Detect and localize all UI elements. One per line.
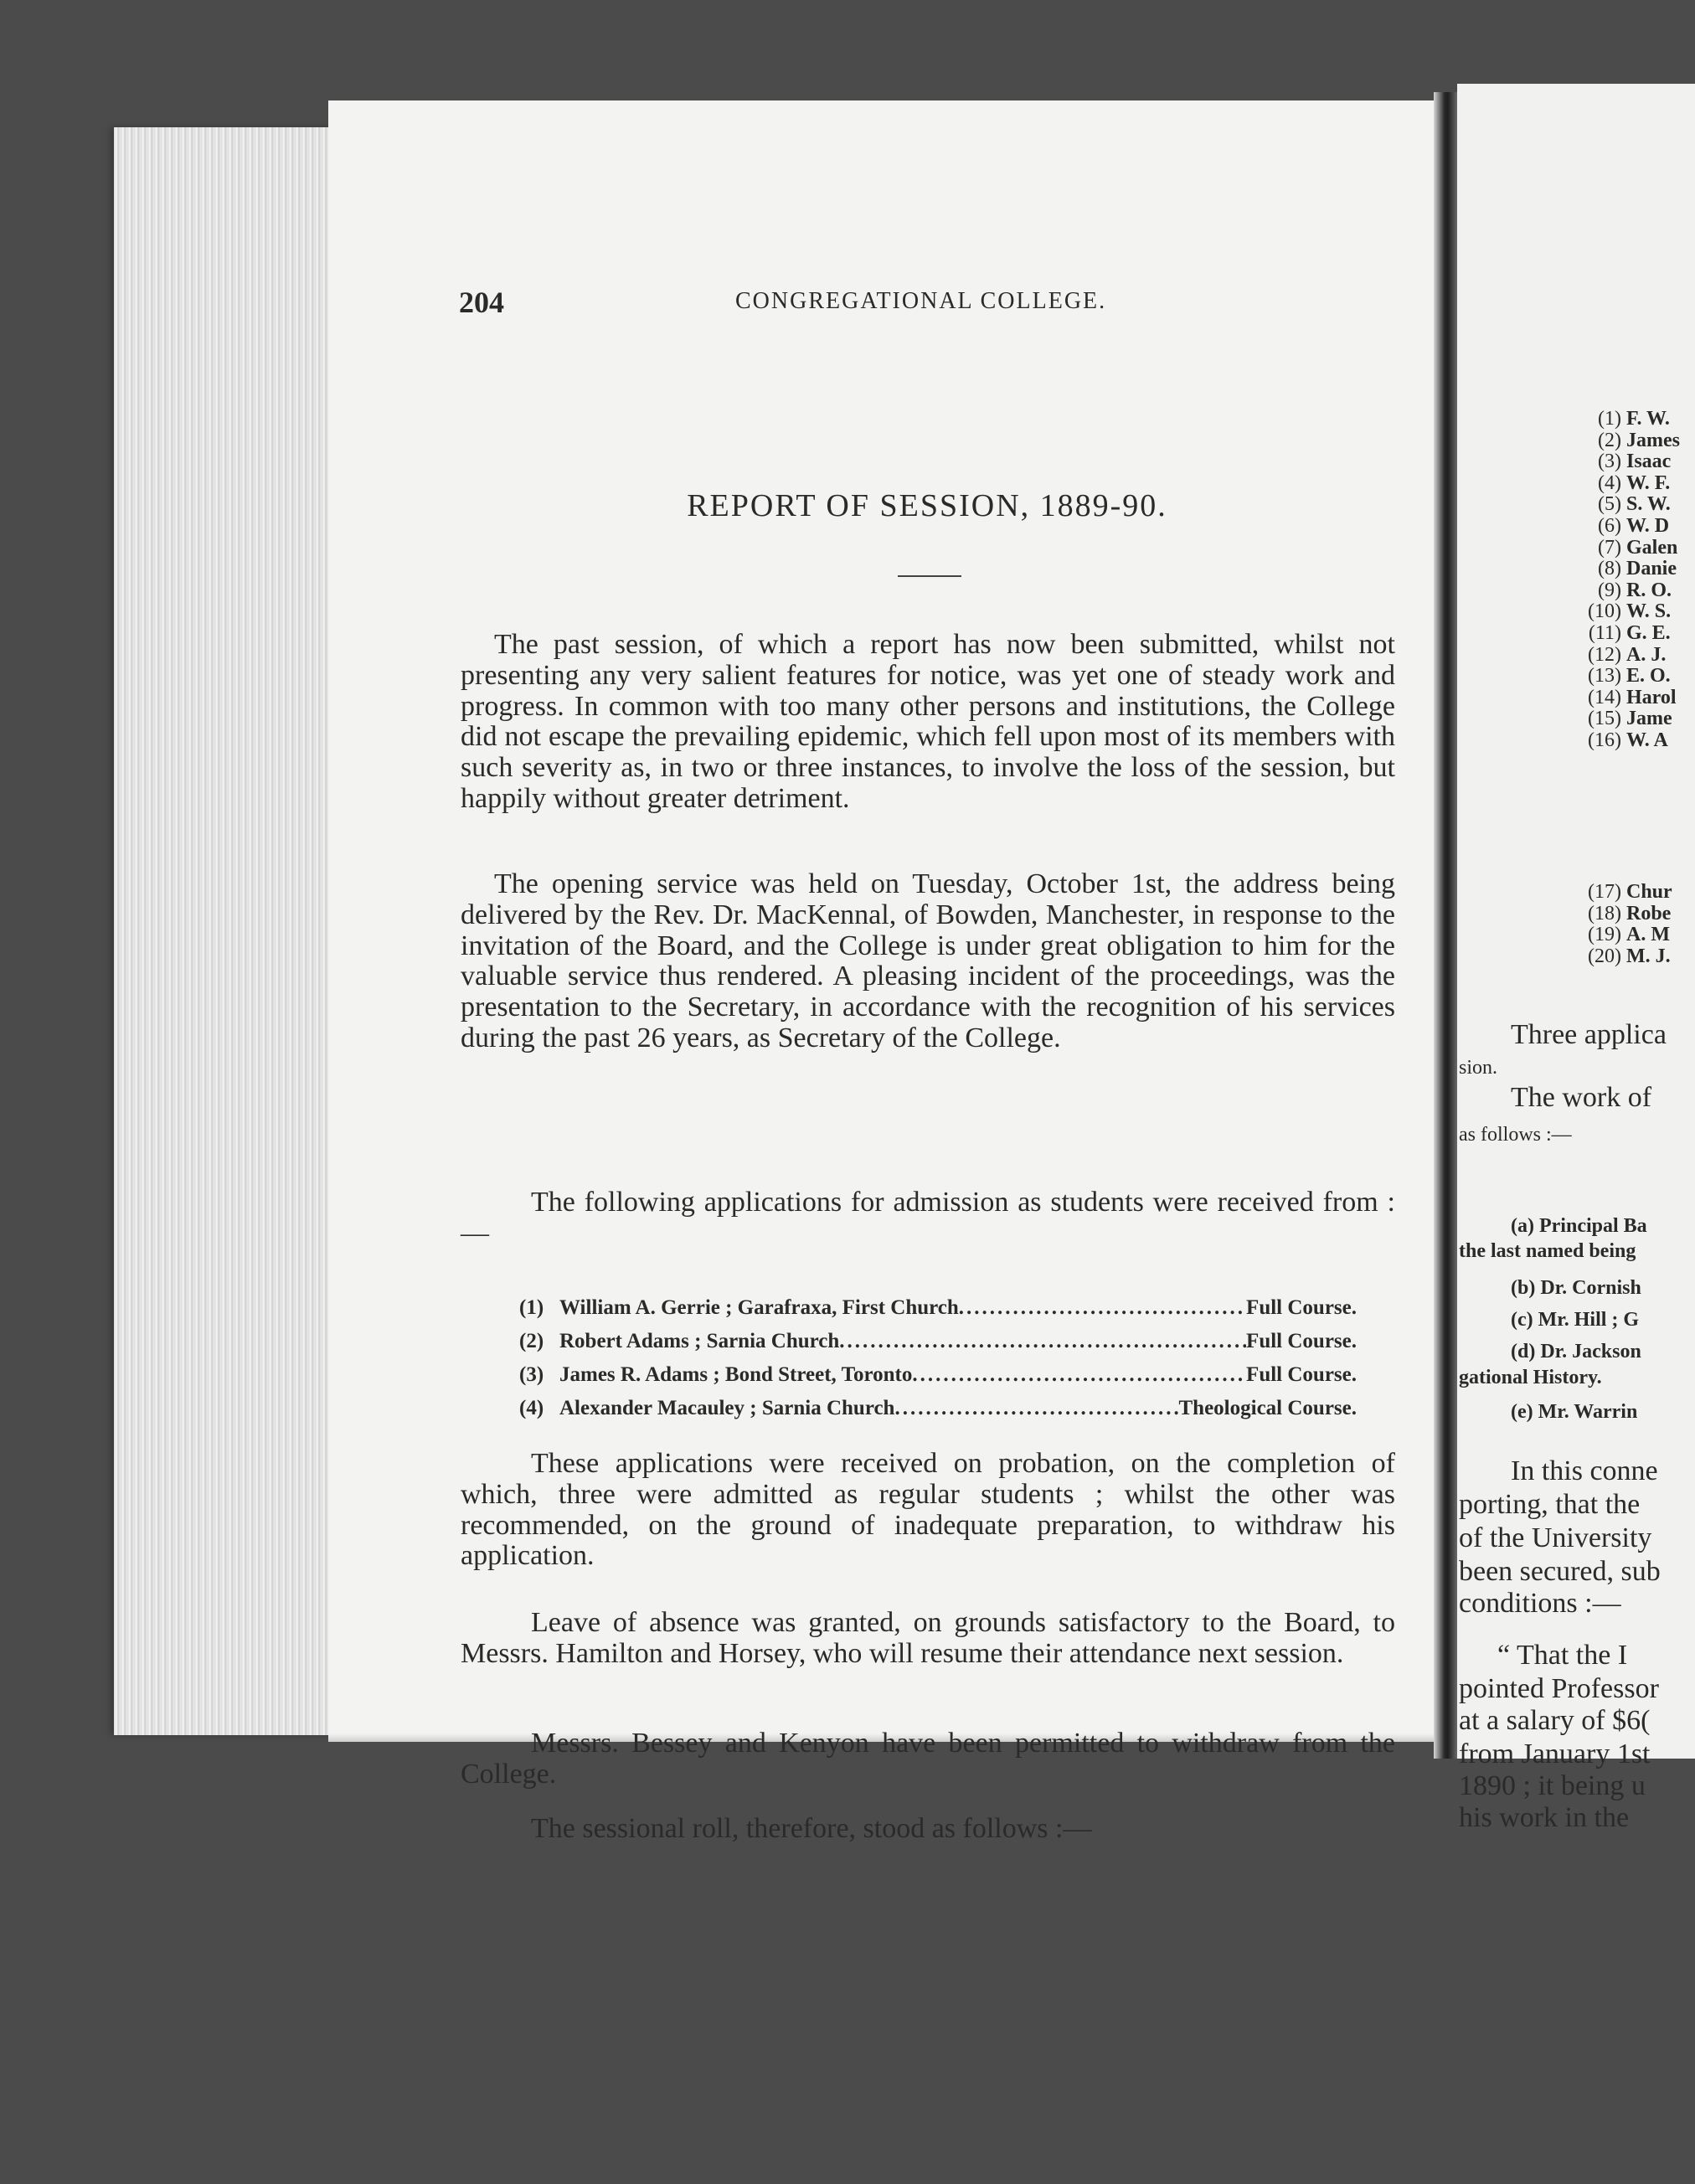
roll-entry: (12) A. J. xyxy=(1588,643,1667,666)
applicant-row xyxy=(519,1291,1357,1325)
roll-entry: (10) W. S. xyxy=(1588,600,1672,623)
right-text-line: “ That the I xyxy=(1497,1640,1628,1671)
applicant-name: James R. Adams ; Bond Street, Toronto xyxy=(559,1363,913,1386)
applicant-course: Full Course. xyxy=(1246,1296,1357,1319)
paragraph-text: Messrs. Bessey and Kenyon have been permitted to withdraw from the College. xyxy=(461,1728,1395,1790)
roll-entry: (16) W. A xyxy=(1588,729,1668,751)
right-text-line: (e) Mr. Warrin xyxy=(1511,1401,1638,1423)
paragraph-7 xyxy=(461,1814,1395,1845)
right-text-line: from January 1st xyxy=(1459,1738,1651,1769)
right-text-line: conditions :— xyxy=(1459,1588,1621,1619)
applicant-list xyxy=(519,1291,1357,1425)
applicant-row xyxy=(519,1392,1357,1425)
sessional-roll-list-continued xyxy=(1574,882,1695,967)
paragraph-text: Leave of absence was granted, on grounds satisfactory to the Board, to Messrs. Hamilton and Horsey, who will resume their attendance next session. xyxy=(461,1607,1395,1669)
applicant-row xyxy=(519,1358,1357,1392)
paragraph-text: The sessional roll, therefore, stood as follows :— xyxy=(531,1813,1092,1844)
right-text-line: pointed Professor xyxy=(1459,1673,1659,1704)
dot-leader xyxy=(839,1325,1246,1358)
running-head xyxy=(459,285,1405,323)
roll-entry: (13) E. O. xyxy=(1588,665,1671,688)
paragraph-4 xyxy=(461,1449,1395,1572)
roll-entry: (15) Jame xyxy=(1588,708,1672,730)
book-gutter xyxy=(1434,92,1457,1759)
paragraph-text: These applications were received on probation, on the completion of which, three were admitted as regular students ; whilst the other was recommended, on the ground of inadequate preparation, to withdraw his application. xyxy=(461,1448,1395,1572)
roll-entry: (4) W. F. xyxy=(1598,471,1671,494)
right-text-line: as follows :— xyxy=(1459,1124,1572,1146)
right-text-line: Three applica xyxy=(1511,1019,1667,1050)
right-text-line: (b) Dr. Cornish xyxy=(1511,1277,1641,1299)
right-text-line: 1890 ; it being u xyxy=(1459,1770,1646,1801)
right-text-line: of the University xyxy=(1459,1522,1652,1553)
dot-leader xyxy=(959,1291,1246,1325)
applicant-name: Alexander Macauley ; Sarnia Church xyxy=(559,1397,895,1419)
right-text-line: (a) Principal Ba xyxy=(1511,1215,1647,1237)
applicant-number: (2) xyxy=(519,1330,544,1352)
paragraph-6 xyxy=(461,1728,1395,1790)
right-text-line: the last named being xyxy=(1459,1240,1636,1262)
dot-leader xyxy=(894,1392,1178,1425)
paragraph-text: The following applications for admission as students were received from :— xyxy=(461,1187,1395,1249)
paragraph-5 xyxy=(461,1608,1395,1670)
roll-entry: (2) James xyxy=(1598,429,1680,451)
applicant-number: (1) xyxy=(519,1296,544,1319)
title-rule xyxy=(898,575,961,577)
roll-entry: (18) Robe xyxy=(1588,902,1672,925)
dot-leader xyxy=(912,1358,1246,1392)
paragraph-3 xyxy=(461,1187,1395,1249)
applicant-name: Robert Adams ; Sarnia Church xyxy=(559,1330,840,1352)
applicant-name: William A. Gerrie ; Garafraxa, First Church xyxy=(559,1296,959,1319)
book-page-edges xyxy=(114,127,333,1735)
roll-entry: (17) Chur xyxy=(1588,881,1672,903)
applicant-course: Full Course. xyxy=(1246,1330,1357,1352)
paragraph-2 xyxy=(461,869,1395,1054)
applicant-course: Theological Course. xyxy=(1178,1397,1357,1419)
page-number: 204 xyxy=(459,286,504,319)
right-text-line: been secured, sub xyxy=(1459,1556,1661,1587)
right-text-line: The work of xyxy=(1511,1082,1652,1113)
applicant-course: Full Course. xyxy=(1246,1363,1357,1386)
roll-entry: (14) Harol xyxy=(1588,686,1677,708)
paragraph-text: The opening service was held on Tuesday, October 1st, the address being delivered by the Rev. Dr. MacKennal, of Bowden, Manchester, in response to the invitation of the Board, and the College is under great obligation to him for the valuable service thus rendered. A pleasing incident of the proceedings, was the presentation to the Secretary, in accordance with the recognition of his services during the past 26 years, as Secretary of the College. xyxy=(461,868,1395,1053)
roll-entry: (19) A. M xyxy=(1588,924,1670,946)
right-text-line: In this conne xyxy=(1511,1455,1658,1486)
roll-entry: (9) R. O. xyxy=(1598,579,1672,601)
sessional-roll-list xyxy=(1574,409,1695,752)
right-text-line: his work in the xyxy=(1459,1802,1630,1833)
roll-entry: (7) Galen xyxy=(1598,536,1678,559)
right-text-line: at a salary of $6( xyxy=(1459,1705,1651,1736)
paragraph-text: The past session, of which a report has now been submitted, whilst not presenting any very salient features for notice, was yet one of steady work and progress. In common with too many other persons and institutions, the College did not escape the prevailing epidemic, which fell upon most of its members with such severity as, in two or three instances, to involve the loss of the session, but happily without greater detriment. xyxy=(461,629,1395,814)
applicant-row xyxy=(519,1325,1357,1358)
paragraph-1 xyxy=(461,630,1395,815)
roll-entry: (11) G. E. xyxy=(1588,621,1671,644)
roll-entry: (5) S. W. xyxy=(1598,493,1671,516)
right-text-line: sion. xyxy=(1459,1057,1498,1079)
roll-entry: (8) Danie xyxy=(1598,558,1677,580)
right-text-line: porting, that the xyxy=(1459,1489,1641,1520)
roll-entry: (20) M. J. xyxy=(1588,945,1671,967)
right-text-line: (c) Mr. Hill ; G xyxy=(1511,1309,1640,1331)
report-title: REPORT OF SESSION, 1889-90. xyxy=(687,488,1167,523)
running-title: CONGREGATIONAL COLLEGE. xyxy=(735,288,1107,314)
right-text-line: (d) Dr. Jackson xyxy=(1511,1341,1641,1362)
right-text-line: gational History. xyxy=(1459,1367,1602,1388)
roll-entry: (6) W. D xyxy=(1598,514,1670,537)
roll-entry: (1) F. W. xyxy=(1598,408,1670,430)
roll-entry: (3) Isaac xyxy=(1598,451,1672,473)
applicant-number: (3) xyxy=(519,1363,544,1386)
applicant-number: (4) xyxy=(519,1397,544,1419)
